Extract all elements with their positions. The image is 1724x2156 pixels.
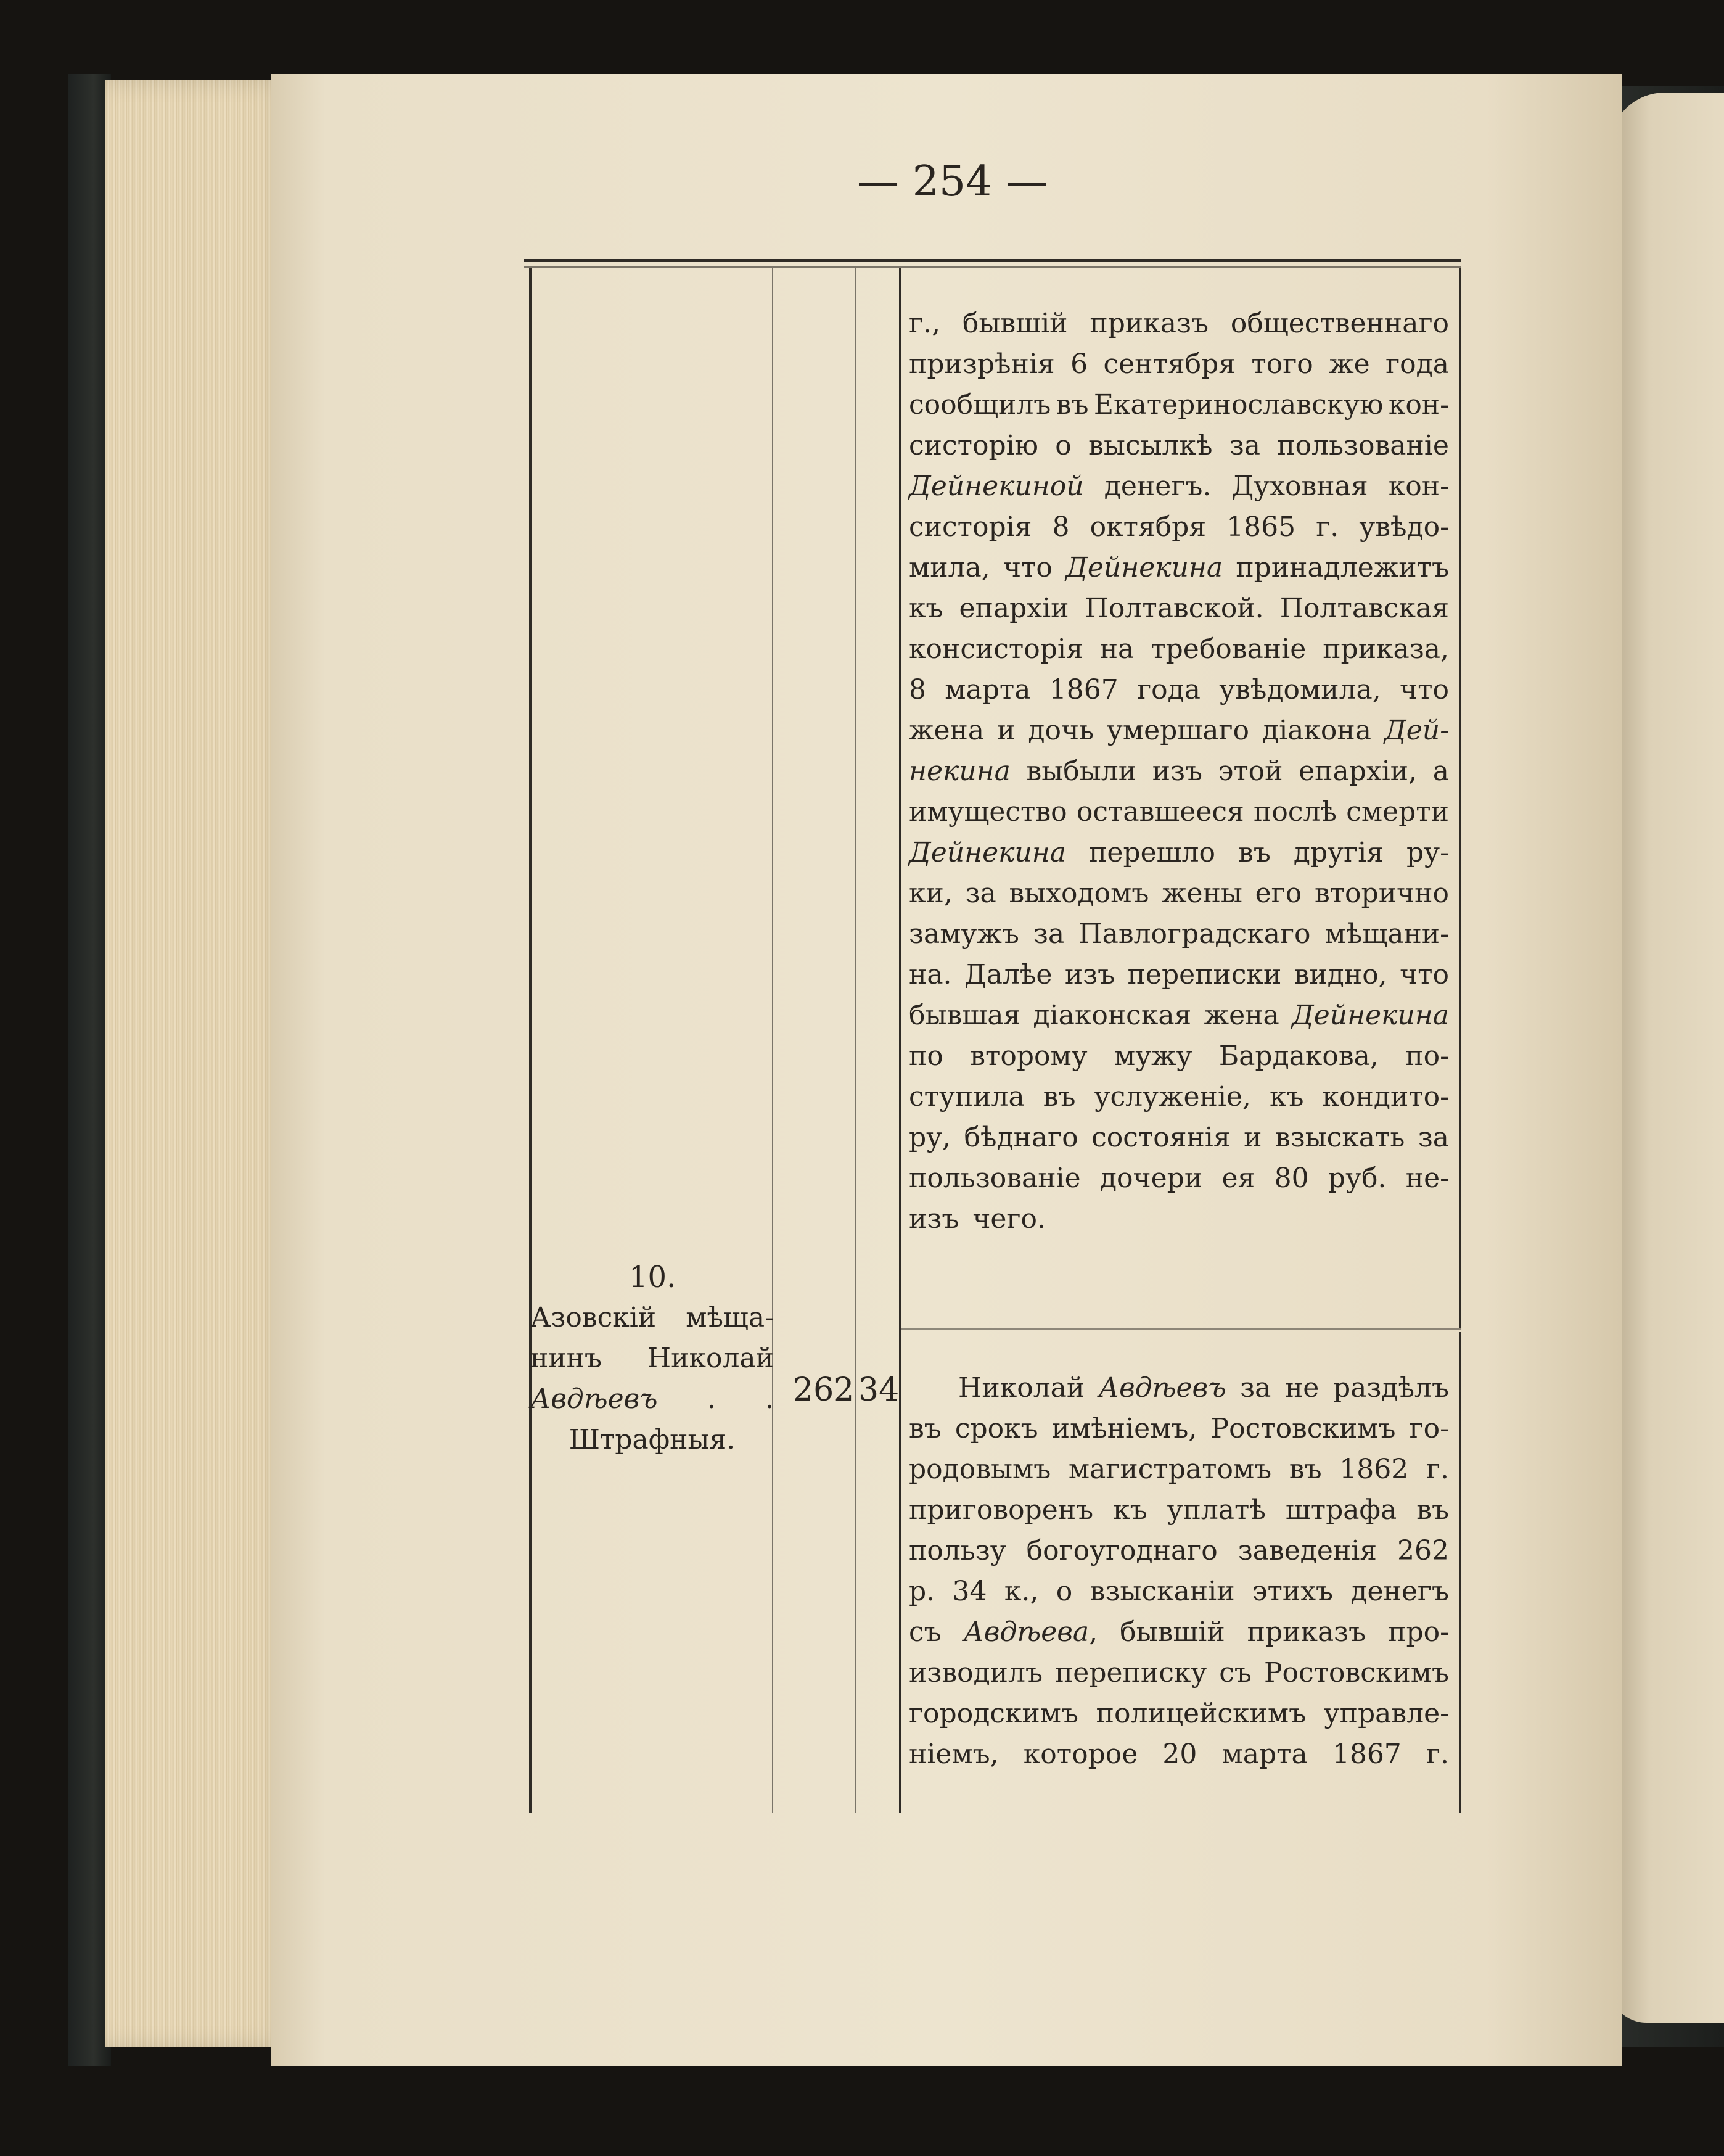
word: магистратомъ [1068, 1454, 1272, 1485]
text-line [909, 385, 1449, 426]
text-line [909, 1036, 1449, 1077]
word: на [1099, 633, 1135, 665]
word: о [1056, 1576, 1073, 1607]
word: систорiя [909, 511, 1032, 543]
entry-number: 10. [629, 1260, 676, 1294]
word: высылкѣ [1088, 430, 1213, 461]
word: Екатеринославскую [1093, 389, 1384, 421]
word: въ [1289, 1454, 1322, 1485]
word: Николай [647, 1343, 774, 1374]
word: взыскать [1275, 1122, 1405, 1153]
word: въ [1043, 1081, 1076, 1113]
row-separator [901, 1328, 1461, 1330]
word: Ростовскимъ [1263, 1657, 1449, 1689]
word: дiакона [1262, 715, 1371, 746]
word: 1867 [1049, 674, 1119, 706]
word: Дейнекиной [909, 471, 1084, 502]
word: богоугоднаго [1026, 1535, 1218, 1566]
word: что [1003, 552, 1053, 583]
word: приговоренъ [909, 1494, 1094, 1526]
word: же [1329, 348, 1370, 380]
text-line [909, 507, 1449, 548]
word: г. [1426, 1738, 1449, 1770]
page-number: — 254 — [857, 157, 1048, 206]
word: Полтавская [1279, 593, 1449, 624]
column-rule-right [1459, 268, 1461, 1328]
facing-page-edge [1609, 93, 1724, 2023]
word: бывшая [909, 1000, 1021, 1031]
word: жена [909, 715, 985, 746]
word: замужъ [909, 918, 1019, 950]
text-line [909, 344, 1449, 385]
word: состоянiя [1091, 1122, 1231, 1153]
word: послѣ [1254, 796, 1337, 828]
amount-rubles: 262 [793, 1372, 855, 1409]
word: про- [1388, 1616, 1449, 1648]
word: выходомъ [1009, 878, 1149, 909]
word: Павлоградскаго [1078, 918, 1311, 950]
word: Ростовскимъ [1210, 1413, 1396, 1444]
word: денегъ [1350, 1576, 1449, 1607]
text-line [530, 1420, 774, 1460]
word: Дей- [1384, 715, 1449, 746]
text-line [909, 1158, 1449, 1199]
text-line [909, 1077, 1449, 1117]
text-line [909, 1199, 1449, 1240]
text-line [909, 751, 1449, 792]
word: марта [945, 674, 1031, 706]
word: перешло [1089, 837, 1215, 868]
word: приказъ [1090, 308, 1209, 339]
word: 1862 [1339, 1454, 1409, 1485]
word: къ [909, 593, 943, 624]
word: за [1418, 1122, 1449, 1153]
word: раздѣлъ [1333, 1372, 1449, 1404]
word: нiемъ, [909, 1738, 999, 1770]
word: кондито- [1322, 1081, 1449, 1113]
text-line [909, 1612, 1449, 1653]
word: за [965, 878, 996, 909]
word: о [1055, 430, 1072, 461]
word: Авдѣевъ [1098, 1372, 1226, 1404]
word: марта [1221, 1738, 1308, 1770]
word: этой [1218, 755, 1283, 787]
word: денегъ. [1104, 471, 1212, 502]
word: пользу [909, 1535, 1006, 1566]
word: ки, [909, 878, 953, 909]
word: дочь [1028, 715, 1094, 746]
word: вторично [1314, 878, 1449, 909]
word: приказъ [1247, 1616, 1366, 1648]
text-line [909, 1368, 1449, 1409]
word: дочери [1099, 1162, 1203, 1194]
word: которое [1023, 1738, 1138, 1770]
word: умершаго [1107, 715, 1249, 746]
word: Дейнекина [1065, 552, 1223, 583]
word: увѣдо- [1359, 511, 1449, 543]
word: этихъ [1252, 1576, 1334, 1607]
word: въ [1238, 837, 1271, 868]
word: переписки [1127, 959, 1282, 990]
entry-9-text [909, 303, 1449, 1240]
word: Штрафныя. [569, 1424, 736, 1455]
word: мила, [909, 552, 990, 583]
column-rule-text [899, 268, 901, 1813]
word: управле- [1323, 1698, 1449, 1729]
text-line [909, 995, 1449, 1036]
text-line [909, 1653, 1449, 1693]
word: изъ [1064, 959, 1115, 990]
word: систорiю [909, 430, 1038, 461]
word: уплатѣ [1167, 1494, 1266, 1526]
word: выбыли [1026, 755, 1137, 787]
column-rule-rubles [772, 268, 773, 1813]
word: пользованiе [1277, 430, 1449, 461]
word: 1867 [1332, 1738, 1402, 1770]
text-line [909, 1734, 1449, 1775]
word: а [1432, 755, 1449, 787]
word: епархiи, [1299, 755, 1418, 787]
word: бѣднаго [964, 1122, 1078, 1153]
word: общественнаго [1230, 308, 1449, 339]
word: видно, [1294, 959, 1387, 990]
word: ступила [909, 1081, 1025, 1113]
table-top-rule-thin [524, 266, 1461, 268]
word: ея [1221, 1162, 1255, 1194]
word: епархiи [959, 593, 1069, 624]
word: его [1255, 878, 1302, 909]
text-line [909, 1117, 1449, 1158]
word: приказа, [1323, 633, 1449, 665]
text-line [530, 1379, 774, 1420]
word: имущество [909, 796, 1067, 828]
amount-kopecks: 34 [858, 1372, 900, 1409]
word: 6 [1070, 348, 1088, 380]
column-rule-left [529, 268, 532, 1813]
text-line [909, 588, 1449, 629]
word: по [909, 1040, 943, 1072]
text-line [530, 1338, 774, 1379]
word: того [1251, 348, 1313, 380]
text-line [909, 1693, 1449, 1734]
text-line [530, 1298, 774, 1338]
word: 262 [1397, 1535, 1449, 1566]
word: Авдѣева, [963, 1616, 1098, 1648]
word: штрафа [1285, 1494, 1397, 1526]
text-line [909, 426, 1449, 466]
word: съ [909, 1616, 942, 1648]
word: Авдѣевъ [530, 1383, 658, 1415]
word: сообщилъ [909, 389, 1051, 421]
text-line [909, 1490, 1449, 1531]
word: г. [1316, 511, 1339, 543]
word: по- [1405, 1040, 1449, 1072]
word: переписку [1054, 1657, 1207, 1689]
word: съ [1219, 1657, 1252, 1689]
word: пользованiе [909, 1162, 1081, 1194]
word: Полтавской. [1085, 593, 1264, 624]
text-line [909, 914, 1449, 955]
column-rule-kopecks [855, 268, 856, 1813]
word: и [1244, 1122, 1262, 1153]
word: некина [909, 755, 1011, 787]
column-rule-right-lower [1459, 1332, 1461, 1813]
word: к., [1004, 1576, 1039, 1607]
word: взысканiи [1090, 1576, 1235, 1607]
word: что [1400, 959, 1449, 990]
word: мѣщани- [1324, 918, 1449, 950]
word: Азовскiй [530, 1302, 657, 1333]
word: Дейнекина [1291, 1000, 1449, 1031]
word: нинъ [530, 1343, 602, 1374]
table-top-rule [524, 259, 1461, 262]
word: къ [1113, 1494, 1147, 1526]
text-line [909, 1449, 1449, 1490]
word: услуженiе, [1094, 1081, 1251, 1113]
word: бывшiй [962, 308, 1068, 339]
word: кон- [1388, 389, 1449, 421]
text-line [909, 873, 1449, 914]
word: чего. [972, 1203, 1046, 1235]
word: имѣнiемъ, [1051, 1413, 1197, 1444]
text-line [909, 670, 1449, 710]
word: въ [909, 1413, 942, 1444]
word: изъ [1152, 755, 1203, 787]
word: Далѣе [964, 959, 1053, 990]
word: срокъ [954, 1413, 1038, 1444]
word: 20 [1162, 1738, 1197, 1770]
word: 80 [1274, 1162, 1309, 1194]
word: увѣдомила, [1219, 674, 1381, 706]
word: Бардакова, [1218, 1040, 1379, 1072]
word: мѣща- [686, 1302, 774, 1333]
word: полицейскимъ [1096, 1698, 1307, 1729]
text-line [909, 955, 1449, 995]
text-line [909, 629, 1449, 670]
word: дiаконская [1033, 1000, 1192, 1031]
word: за [1240, 1372, 1271, 1404]
word: консисторiя [909, 633, 1083, 665]
word: бывшiй [1120, 1616, 1225, 1648]
word: Духовная [1231, 471, 1368, 502]
word: года [1385, 348, 1449, 380]
word: къ [1269, 1081, 1304, 1113]
word: 1865 [1226, 511, 1296, 543]
word: смерти [1346, 796, 1449, 828]
text-line [909, 710, 1449, 751]
word: родовымъ [909, 1454, 1051, 1485]
word: . [707, 1383, 716, 1415]
word: . [765, 1383, 774, 1415]
word: р. [909, 1576, 935, 1607]
word: принадлежитъ [1236, 552, 1449, 583]
word: 8 [1052, 511, 1070, 543]
word: и [997, 715, 1016, 746]
word: заведенiя [1238, 1535, 1377, 1566]
word: не [1284, 1372, 1320, 1404]
word: за [1033, 918, 1065, 950]
word: мужу [1114, 1040, 1192, 1072]
page-edges [105, 80, 290, 2047]
word: другiя [1293, 837, 1384, 868]
word: октября [1090, 511, 1207, 543]
word: г., [909, 308, 941, 339]
text-line [909, 1571, 1449, 1612]
word: г. [1426, 1454, 1449, 1485]
text-line [909, 466, 1449, 507]
text-line [909, 833, 1449, 873]
word: 34 [952, 1576, 987, 1607]
word: ру- [1406, 837, 1449, 868]
word: требованiе [1151, 633, 1307, 665]
word: въ [1056, 389, 1089, 421]
text-line [909, 792, 1449, 833]
word: жены [1162, 878, 1242, 909]
word: въ [1416, 1494, 1449, 1526]
word: на. [909, 959, 952, 990]
word: кон- [1388, 471, 1449, 502]
text-line [909, 1409, 1449, 1449]
word: оставшееся [1076, 796, 1244, 828]
word: 8 [909, 674, 926, 706]
word: за [1229, 430, 1261, 461]
word: года [1137, 674, 1201, 706]
word: призрѣнiя [909, 348, 1055, 380]
text-line [909, 303, 1449, 344]
entry-10-person [530, 1298, 774, 1460]
text-line [909, 1531, 1449, 1571]
word: изводилъ [909, 1657, 1043, 1689]
word: го- [1409, 1413, 1449, 1444]
word: сентября [1103, 348, 1236, 380]
word: жена [1204, 1000, 1279, 1031]
word: не- [1405, 1162, 1449, 1194]
word: руб. [1328, 1162, 1387, 1194]
word: Николай [958, 1372, 1085, 1404]
word: ру, [909, 1122, 951, 1153]
word: изъ [909, 1203, 959, 1235]
word: городскимъ [909, 1698, 1078, 1729]
entry-10-text [909, 1368, 1449, 1775]
word: второму [970, 1040, 1088, 1072]
word: Дейнекина [909, 837, 1066, 868]
word: что [1400, 674, 1449, 706]
text-line [909, 548, 1449, 588]
